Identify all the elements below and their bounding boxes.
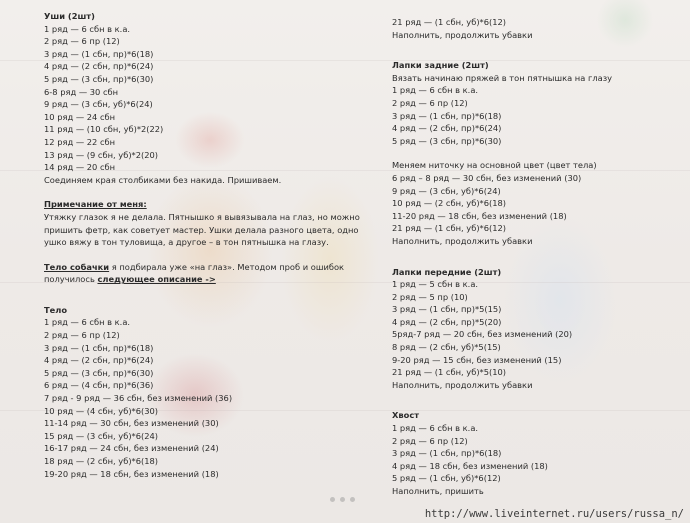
hind-legs-row: 9 ряд — (3 сбн, уб)*6(24) (392, 185, 501, 196)
hind-legs-row: Вязать начинаю пряжей в тон пятнышка на глазу (392, 72, 613, 83)
ears-title: Уши (2шт) (44, 11, 95, 21)
tail-row: Наполнить, пришить (392, 486, 484, 496)
intro-text: я подбирала уже «на глаз». Методом проб и ошибок получилось (44, 261, 345, 285)
dot (340, 497, 345, 502)
hind-legs-rows (392, 72, 682, 148)
front-legs-row: 8 ряд — (2 сбн, уб)*5(15) (392, 342, 501, 353)
note-title: Примечание от меня: (44, 199, 147, 210)
hind-legs-row: 1 ряд — 6 сбн в к.а. (392, 85, 479, 96)
intro-paragraph (44, 261, 364, 286)
body-row: 6 ряд — (4 сбн, пр)*6(36) (44, 380, 154, 391)
body-row: 10 ряд — (4 сбн, уб)*6(30) (44, 405, 159, 416)
body-row: 7 ряд - 9 ряд — 36 сбн, без изменений (36) (44, 393, 233, 404)
tail-row: 5 ряд — (1 сбн, уб)*6(12) (392, 473, 501, 484)
tail-rows (392, 422, 682, 498)
body-row: 3 ряд — (1 сбн, пр)*6(18) (44, 342, 154, 353)
tail-title: Хвост (392, 410, 420, 421)
body-continued-row: 21 ряд — (1 сбн, уб)*6(12) (392, 17, 507, 27)
hind-legs-row: Наполнить, продолжить убавки (392, 235, 533, 246)
hind-legs-row: 4 ряд — (2 сбн, пр)*6(24) (392, 123, 502, 134)
dot (330, 497, 335, 502)
ears-row: 13 ряд — (9 сбн, уб)*2(20) (44, 149, 159, 160)
body-continued-row: Наполнить, продолжить убавки (392, 29, 533, 40)
body-row: 11-14 ряд — 30 сбн, без изменений (30) (44, 418, 219, 429)
front-legs-row: 1 ряд — 5 сбн в к.а. (392, 279, 479, 290)
right-column (392, 16, 682, 498)
hind-legs-row: 6 ряд – 8 ряд — 30 сбн, без изменений (30) (392, 172, 582, 183)
body-rows (44, 316, 374, 480)
ears-row: 2 ряд — 6 пр (12) (44, 36, 120, 47)
ears-row: 14 ряд — 20 сбн (44, 162, 116, 173)
watermark: http://www.liveinternet.ru/users/russa_n/ (424, 508, 684, 520)
front-legs-row: Наполнить, продолжить убавки (392, 379, 533, 390)
ears-row: 11 ряд — (10 сбн, уб)*2(22) (44, 124, 164, 135)
front-legs-row: 3 ряд — (1 сбн, пр)*5(15) (392, 304, 502, 315)
body-row: 5 ряд — (3 сбн, пр)*6(30) (44, 367, 154, 378)
top-rows (392, 16, 682, 41)
intro-emph: следующее описание -> (97, 274, 216, 285)
ears-row: Соединяем края столбиками без накида. Пришиваем. (44, 174, 282, 185)
left-column (44, 10, 374, 480)
dot (350, 497, 355, 502)
tail-row: 3 ряд — (1 сбн, пр)*6(18) (392, 448, 502, 459)
ears-rows (44, 23, 374, 187)
hind-legs-row: 5 ряд — (3 сбн, пр)*6(30) (392, 135, 502, 146)
body-row: 16-17 ряд — 24 сбн, без изменений (24) (44, 443, 219, 454)
hind-legs-rows-2 (392, 159, 682, 247)
ears-row: 12 ряд — 22 сбн (44, 136, 116, 147)
front-legs-row: 2 ряд — 5 пр (10) (392, 291, 468, 302)
ears-row: 5 ряд — (3 сбн, пр)*6(30) (44, 73, 154, 84)
hind-legs-row: 3 ряд — (1 сбн, пр)*6(18) (392, 110, 502, 121)
hind-legs-title: Лапки задние (2шт) (392, 60, 489, 71)
body-row: 15 ряд — (3 сбн, уб)*6(24) (44, 430, 159, 441)
front-legs-row: 21 ряд — (1 сбн, уб)*5(10) (392, 367, 507, 378)
hind-legs-row: 11-20 ряд — 18 сбн, без изменений (18) (392, 210, 567, 221)
front-legs-row: 4 ряд — (2 сбн, пр)*5(20) (392, 316, 502, 327)
tail-row: 2 ряд — 6 пр (12) (392, 435, 468, 446)
tail-row: 4 ряд — 18 сбн, без изменений (18) (392, 460, 548, 471)
front-legs-row: 9-20 ряд — 15 сбн, без изменений (15) (392, 354, 562, 365)
front-legs-title: Лапки передние (2шт) (392, 266, 502, 277)
hind-legs-row: 2 ряд — 6 пр (12) (392, 97, 468, 108)
ears-row: 10 ряд — 24 сбн (44, 111, 116, 122)
tail-row: 1 ряд — 6 сбн в к.а. (392, 423, 479, 434)
front-legs-rows (392, 278, 682, 391)
ears-row: 3 ряд — (1 сбн, пр)*6(18) (44, 48, 154, 59)
carousel-dots (330, 497, 355, 502)
intro-link[interactable]: Тело собачки (44, 261, 110, 272)
note-text: Утяжку глазок я не делала. Пятнышко я вывязывала на глаз, но можно пришить фетр, как советует мастер. Ушки делала разного цвета, одно ушко вяжу в тон туловища, а другое – в тон пятнышка на глазу. (44, 211, 360, 248)
hind-legs-row: 21 ряд — (1 сбн, уб)*6(12) (392, 223, 507, 234)
body-row: 1 ряд — 6 сбн в к.а. (44, 317, 131, 328)
hind-legs-row: Меняем ниточку на основной цвет (цвет тела) (392, 160, 597, 171)
body-title: Тело (44, 304, 68, 315)
ears-row: 1 ряд — 6 сбн в к.а. (44, 23, 131, 34)
hind-legs-row: 10 ряд — (2 сбн, уб)*6(18) (392, 198, 507, 209)
body-row: 19-20 ряд — 18 сбн, без изменений (18) (44, 468, 219, 479)
body-row: 4 ряд — (2 сбн, пр)*6(24) (44, 355, 154, 366)
ears-row: 6-8 ряд — 30 сбн (44, 86, 119, 97)
ears-row: 9 ряд — (3 сбн, уб)*6(24) (44, 99, 153, 110)
front-legs-row: 5ряд-7 ряд — 20 сбн, без изменений (20) (392, 329, 573, 340)
body-row: 2 ряд — 6 пр (12) (44, 330, 120, 341)
body-row: 18 ряд — (2 сбн, уб)*6(18) (44, 456, 159, 466)
ears-row: 4 ряд — (2 сбн, пр)*6(24) (44, 61, 154, 72)
